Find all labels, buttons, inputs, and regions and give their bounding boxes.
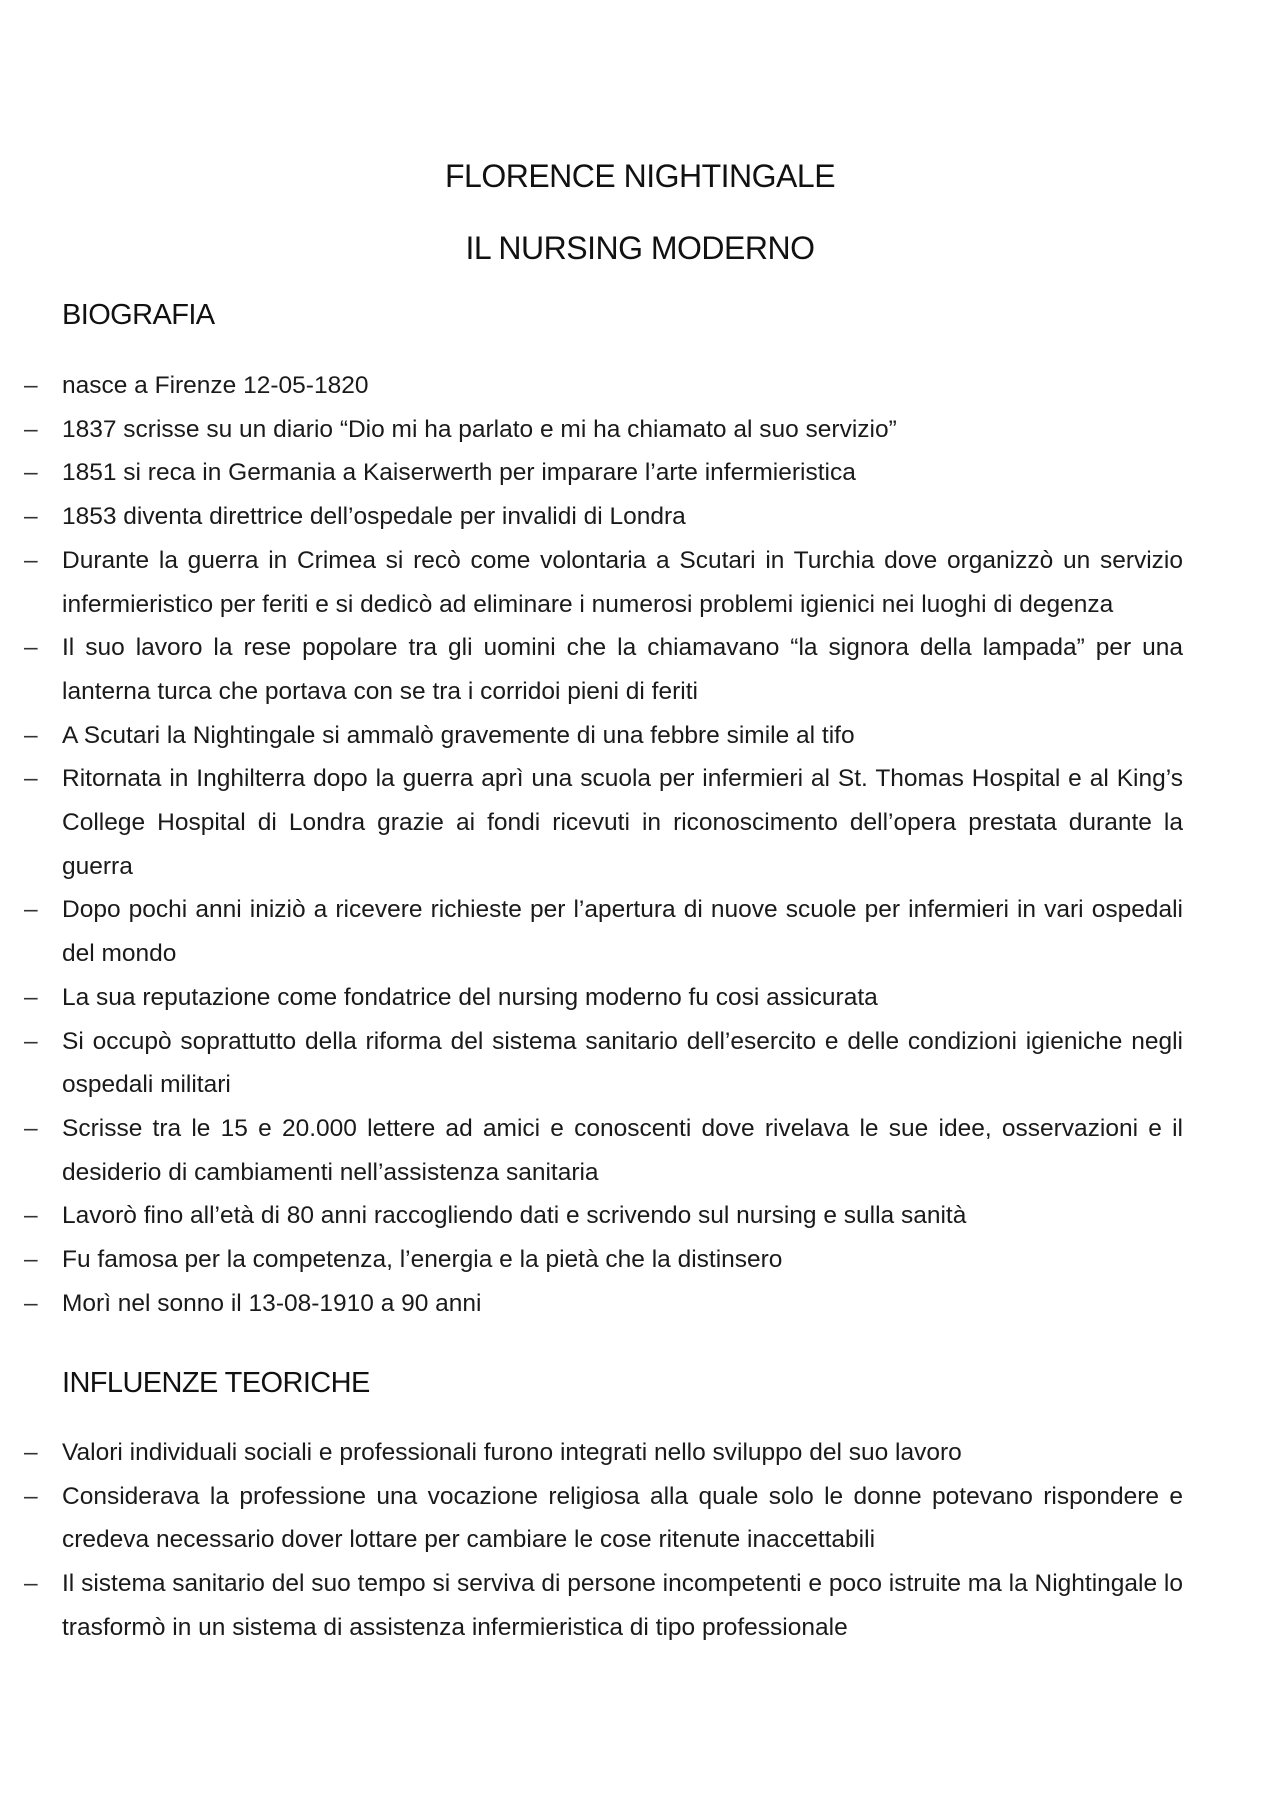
section-heading-biografia: BIOGRAFIA [62,299,215,331]
list-item-text: 1851 si reca in Germania a Kaiserwerth per imparare l’arte infermieristica [62,459,856,487]
list-item [0,976,1183,1020]
dash-bullet-icon: – [24,765,38,793]
dash-bullet-icon: – [24,1246,38,1274]
dash-bullet-icon: – [24,1202,38,1230]
list-item [0,1431,1183,1475]
dash-bullet-icon: – [24,1289,38,1317]
list-item-text: Lavorò fino all’età di 80 anni raccogliendo dati e scrivendo sul nursing e sulla sanità [62,1202,967,1230]
list-item [0,714,1183,758]
dash-bullet-icon: – [24,372,38,399]
list-item-text: Dopo pochi anni iniziò a ricevere richieste per l’apertura di nuove scuole per infermieri in vari ospedali del mondo [62,896,1183,968]
list-item [0,539,1183,626]
list-item [0,1194,1183,1238]
list-item [0,626,1183,713]
dash-bullet-icon: – [24,721,38,749]
list-item [0,408,1183,452]
list-item-text: 1853 diventa direttrice dell’ospedale per invalidi di Londra [62,503,686,531]
list-item-text: 1837 scrisse su un diario “Dio mi ha parlato e mi ha chiamato al suo servizio” [62,415,897,443]
list-item-text: Morì nel sonno il 13-08-1910 a 90 anni [62,1289,482,1317]
document-subtitle: IL NURSING MODERNO [465,230,815,266]
dash-bullet-icon: – [24,459,38,487]
list-item [0,1475,1183,1562]
dash-bullet-icon: – [24,983,38,1011]
list-item [0,364,1183,408]
list-item-text: A Scutari la Nightingale si ammalò gravemente di una febbre simile al tifo [62,721,855,749]
list-item-text: Considerava la professione una vocazione religiosa alla quale solo le donne potevano rispondere e credeva necessario dover lottare per cambiare le cose ritenute inaccettabili [62,1482,1183,1554]
biografia-list [0,364,1280,1325]
list-item [0,451,1183,495]
list-item-text: La sua reputazione come fondatrice del nursing moderno fu cosi assicurata [62,983,878,1011]
list-item-text: Valori individuali sociali e professionali furono integrati nello sviluppo del suo lavoro [62,1439,962,1466]
list-item-text: nasce a Firenze 12-05-1820 [62,372,369,399]
list-item [0,1107,1183,1194]
dash-bullet-icon: – [24,503,38,531]
list-item [0,1282,1183,1326]
list-item [0,888,1183,975]
influenze-teoriche-list [0,1431,1280,1650]
list-item [0,1238,1183,1282]
dash-bullet-icon: – [24,1027,38,1055]
dash-bullet-icon: – [24,1482,38,1510]
list-item [0,1020,1183,1107]
dash-bullet-icon: – [24,896,38,924]
list-item [0,1562,1183,1649]
list-item [0,757,1183,888]
document-title: FLORENCE NIGHTINGALE [444,158,836,194]
dash-bullet-icon: – [24,634,38,662]
list-item-text: Durante la guerra in Crimea si recò come volontaria a Scutari in Turchia dove organizzò un servizio infermieristico per feriti e si dedicò ad eliminare i numerosi problemi igienici nei luoghi di degenza [62,546,1183,618]
section-heading-influenze-teoriche: INFLUENZE TEORICHE [62,1367,370,1399]
dash-bullet-icon: – [24,1439,38,1466]
dash-bullet-icon: – [24,1114,38,1142]
dash-bullet-icon: – [24,1570,38,1598]
list-item-text: Fu famosa per la competenza, l’energia e la pietà che la distinsero [62,1246,783,1274]
list-item-text: Ritornata in Inghilterra dopo la guerra aprì una scuola per infermieri al St. Thomas Hospital e al King’s College Hospital di Londra grazie ai fondi ricevuti in riconoscimento dell’opera prestata durante la guerra [62,765,1183,880]
dash-bullet-icon: – [24,415,38,443]
list-item-text: Scrisse tra le 15 e 20.000 lettere ad amici e conoscenti dove rivelava le sue idee, osservazioni e il desiderio di cambiamenti nell’assistenza sanitaria [62,1114,1183,1186]
dash-bullet-icon: – [24,546,38,574]
list-item [0,495,1183,539]
list-item-text: Il suo lavoro la rese popolare tra gli uomini che la chiamavano “la signora della lampada” per una lanterna turca che portava con se tra i corridoi pieni di feriti [62,634,1183,705]
list-item-text: Si occupò soprattutto della riforma del sistema sanitario dell’esercito e delle condizioni igieniche negli ospedali militari [62,1027,1183,1099]
list-item-text: Il sistema sanitario del suo tempo si serviva di persone incompetenti e poco istruite ma la Nightingale lo trasformò in un sistema di assistenza infermieristica di tipo professionale [62,1570,1183,1641]
